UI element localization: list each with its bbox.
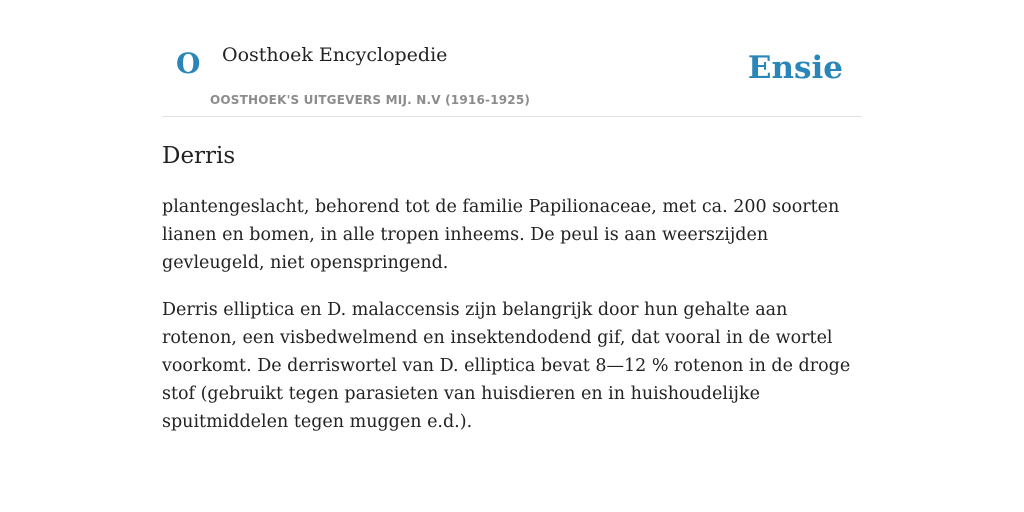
encyclopedia-title[interactable]: Oosthoek Encyclopedie	[222, 44, 448, 66]
entry-title: Derris	[162, 143, 236, 169]
entry-paragraph: plantengeslacht, behorend tot de familie Papilionaceae, met ca. 200 soorten lianen en bomen, in alle tropen inheems. De peul is aan weerszijden gevleugeld, niet openspringend.	[162, 196, 840, 273]
encyclopedia-header	[162, 0, 862, 117]
entry-paragraph: Derris elliptica en D. malaccensis zijn belangrijk door hun gehalte aan rotenon, een visbedwelmend en insektendodend gif, dat vooral in de wortel voorkomt. De derriswortel van D. elliptica bevat 8—12 % rotenon in de droge stof (gebruikt tegen parasieten van huisdieren en in huishoudelijke spuitmiddelen tegen muggen e.d.).	[162, 299, 851, 432]
encyclopedia-logo[interactable]: O	[176, 47, 201, 80]
publisher-label: OOSTHOEK'S UITGEVERS MIJ. N.V (1916-1925)	[210, 93, 531, 107]
page	[162, 0, 862, 436]
ensie-brand-logo[interactable]: Ensie	[747, 50, 843, 86]
